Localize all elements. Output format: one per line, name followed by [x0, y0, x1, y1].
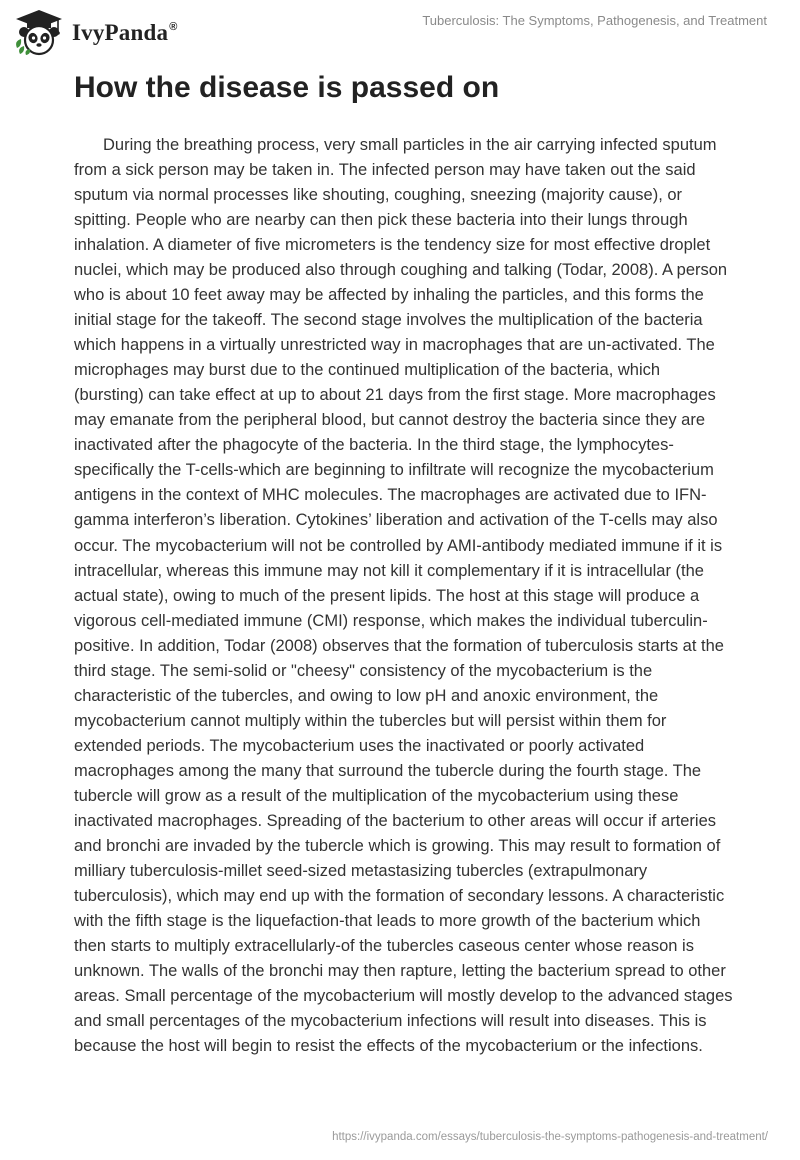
logo-brand-name: IvyPanda [72, 20, 169, 45]
ivypanda-logo[interactable] [12, 8, 178, 56]
panda-graduate-logo-icon [12, 8, 66, 56]
document-title: Tuberculosis: The Symptoms, Pathogenesis, and Treatment [422, 13, 767, 28]
source-url[interactable]: https://ivypanda.com/essays/tuberculosis-the-symptoms-pathogenesis-and-treatment/ [332, 1131, 768, 1143]
logo-registered-mark: ® [169, 21, 178, 33]
logo-wordmark [72, 20, 178, 46]
page-header [0, 0, 800, 60]
body-paragraph: During the breathing process, very small particles in the air carrying infected sputum from a sick person may be taken in. The infected person may have taken out the said sputum via normal processes like shouting, coughing, sneezing (majority cause), or spitting. People who are nearby can then pick these bacteria into their lungs through inhalation. A diameter of five micrometers is the tendency size for most effective droplet nuclei, which may be produced also through coughing and talking (Todar, 2008). A person who is about 10 feet away may be affected by inhaling the particles, and this forms the initial stage for the takeoff. The second stage involves the multiplication of the bacteria which happens in a virtually unrestricted way in macrophages that are un-activated. The microphages may burst due to the continued multiplication of the bacteria, which (bursting) can take effect at up to about 21 days from the first stage. More macrophages may emanate from the peripheral blood, but cannot destroy the bacteria since they are inactivated after the phagocyte of the bacteria. In the third stage, the lymphocytes-specifically the T-cells-which are beginning to infiltrate will recognize the mycobacterium antigens in the context of MHC molecules. The macrophages are activated due to IFN-gamma interferon’s liberation. Cytokines’ liberation and activation of the T-cells may also occur. The mycobacterium will not be controlled by AMI-antibody mediated immune if it is intracellular, whereas this immune may not kill it complementary if it is intracellular (the actual state), owing to much of the present lipids. The host at this stage will produce a vigorous cell-mediated immune (CMI) response, which makes the individual tuberculin-positive. In addition, Todar (2008) observes that the formation of tuberculosis starts at the third stage. The semi-solid or "cheesy" consistency of the mycobacterium is the characteristic of the tubercles, and owing to low pH and anoxic environment, the mycobacterium cannot multiply within the tubercles but will persist within them for extended periods. The mycobacterium uses the inactivated or poorly activated macrophages among the many that surround the tubercle during the fourth stage. The tubercle will grow as a result of the multiplication of the mycobacterium using these inactivated macrophages. Spreading of the bacterium to other areas will occur if arteries and bronchi are invaded by the tubercle which is growing. This may result to formation of milliary tuberculosis-millet seed-sized metastasizing tubercles (extrapulmonary tuberculosis), which may end up with the formation of secondary lessons. A characteristic with the fifth stage is the liquefaction-that leads to more growth of the bacterium which then starts to multiply extracellularly-of the tubercles caseous center whose reason is unknown. The walls of the bronchi may then rapture, letting the bacterium spread to other areas. Small percentage of the mycobacterium will mostly develop to the advanced stages and small percentages of the mycobacterium infections will result into diseases. This is because the host will begin to resist the effects of the mycobacterium or the infections. [74, 136, 733, 1056]
section-heading: How the disease is passed on [74, 71, 500, 104]
